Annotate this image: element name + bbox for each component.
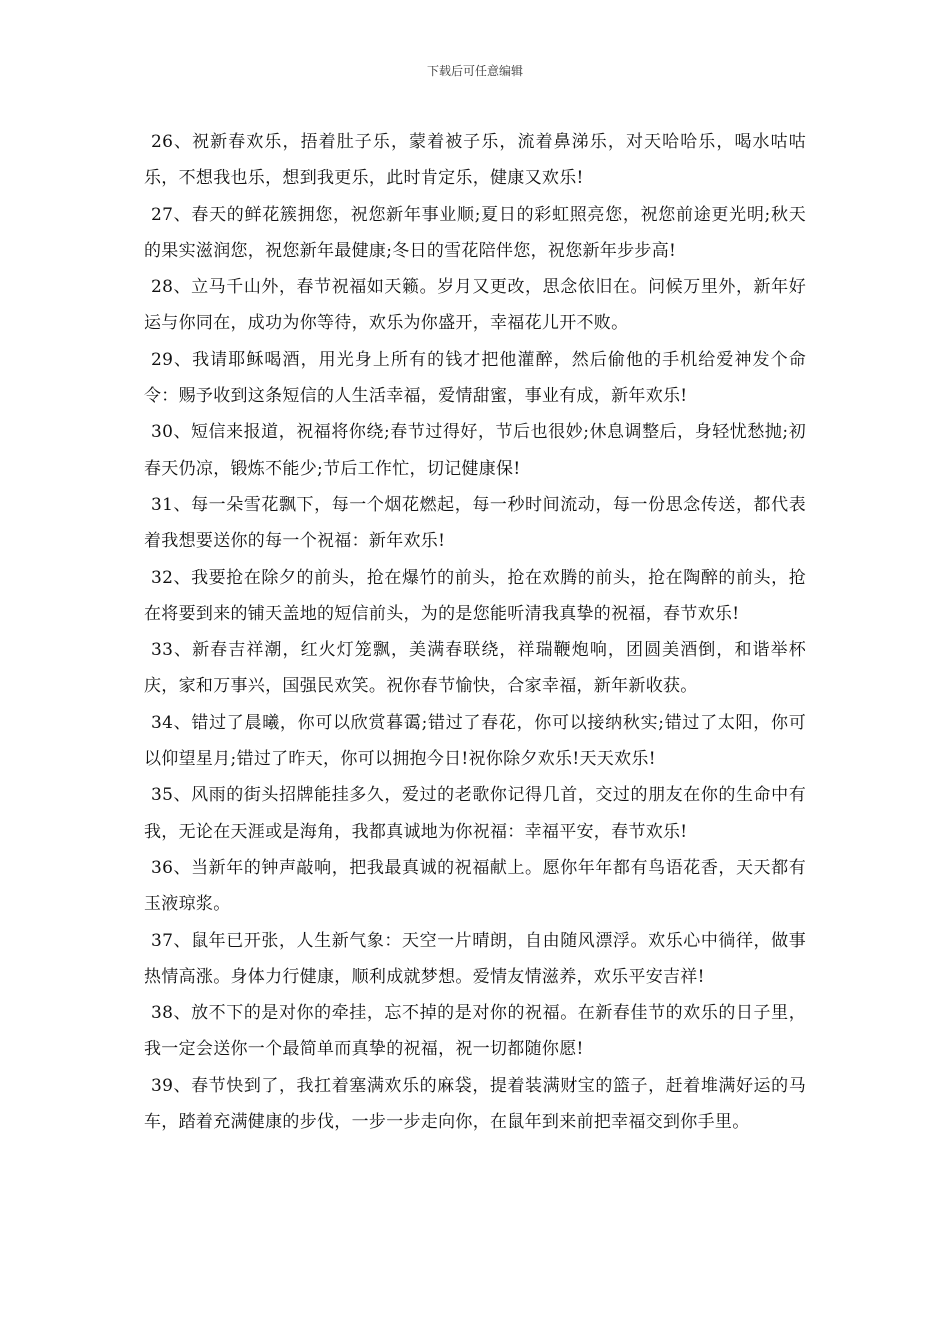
paragraph-35: 35、风雨的街头招牌能挂多久，爱过的老歌你记得几首，交过的朋友在你的生命中有我，无论在天涯或是海角，我都真诚地为你祝福：幸福平安，春节欢乐! [144, 785, 806, 842]
paragraph-39: 39、春节快到了，我扛着塞满欢乐的麻袋，提着装满财宝的篮子，赶着堆满好运的马车，踏着充满健康的步伐，一步一步走向你，在鼠年到来前把幸福交到你手里。 [144, 1075, 806, 1133]
paragraph-34: 34、错过了晨曦，你可以欣赏暮霭;错过了春花，你可以接纳秋实;错过了太阳，你可以仰望星月;错过了昨天，你可以拥抱今日!祝你除夕欢乐!天天欢乐! [144, 712, 806, 770]
document-body [144, 124, 806, 1140]
paragraph-31: 31、每一朵雪花飘下，每一个烟花燃起，每一秒时间流动，每一份思念传送，都代表着我想要送你的每一个祝福：新年欢乐! [144, 494, 806, 552]
page-header: 下载后可任意编辑 [426, 64, 523, 78]
paragraph-32: 32、我要抢在除夕的前头，抢在爆竹的前头，抢在欢腾的前头，抢在陶醉的前头，抢在将要到来的铺天盖地的短信前头，为的是您能听清我真挚的祝福，春节欢乐! [144, 567, 806, 624]
paragraph-33: 33、新春吉祥潮，红火灯笼飘，美满春联绕，祥瑞鞭炮响，团圆美酒倒，和谐举杯庆，家和万事兴，国强民欢笑。祝你春节愉快，合家幸福，新年新收获。 [144, 640, 806, 697]
paragraph-36: 36、当新年的钟声敲响，把我最真诚的祝福献上。愿你年年都有鸟语花香，天天都有玉液琼浆。 [144, 857, 806, 915]
paragraph-29: 29、我请耶稣喝酒，用光身上所有的钱才把他灌醉，然后偷他的手机给爱神发个命令：赐予收到这条短信的人生活幸福，爱情甜蜜，事业有成，新年欢乐! [144, 349, 806, 407]
paragraph-28: 28、立马千山外，春节祝福如天籁。岁月又更改，思念依旧在。问候万里外，新年好运与你同在，成功为你等待，欢乐为你盛开，幸福花儿开不败。 [144, 277, 806, 334]
paragraph-27: 27、春天的鲜花簇拥您，祝您新年事业顺;夏日的彩虹照亮您，祝您前途更光明;秋天的果实滋润您，祝您新年最健康;冬日的雪花陪伴您，祝您新年步步高! [144, 204, 806, 261]
paragraph-37: 37、鼠年已开张，人生新气象：天空一片晴朗，自由随风漂浮。欢乐心中徜徉，做事热情高涨。身体力行健康，顺利成就梦想。爱情友情滋养，欢乐平安吉祥! [144, 930, 806, 987]
paragraph-30: 30、短信来报道，祝福将你绕;春节过得好，节后也很妙;休息调整后，身轻忧愁抛;初春天仍凉，锻炼不能少;节后工作忙，切记健康保! [144, 422, 806, 479]
paragraph-38: 38、放不下的是对你的牵挂，忘不掉的是对你的祝福。在新春佳节的欢乐的日子里，我一定会送你一个最简单而真挚的祝福，祝一切都随你愿! [144, 1003, 806, 1060]
paragraph-26: 26、祝新春欢乐，捂着肚子乐，蒙着被子乐，流着鼻涕乐，对天哈哈乐，喝水咕咕乐，不想我也乐，想到我更乐，此时肯定乐，健康又欢乐! [144, 132, 806, 189]
